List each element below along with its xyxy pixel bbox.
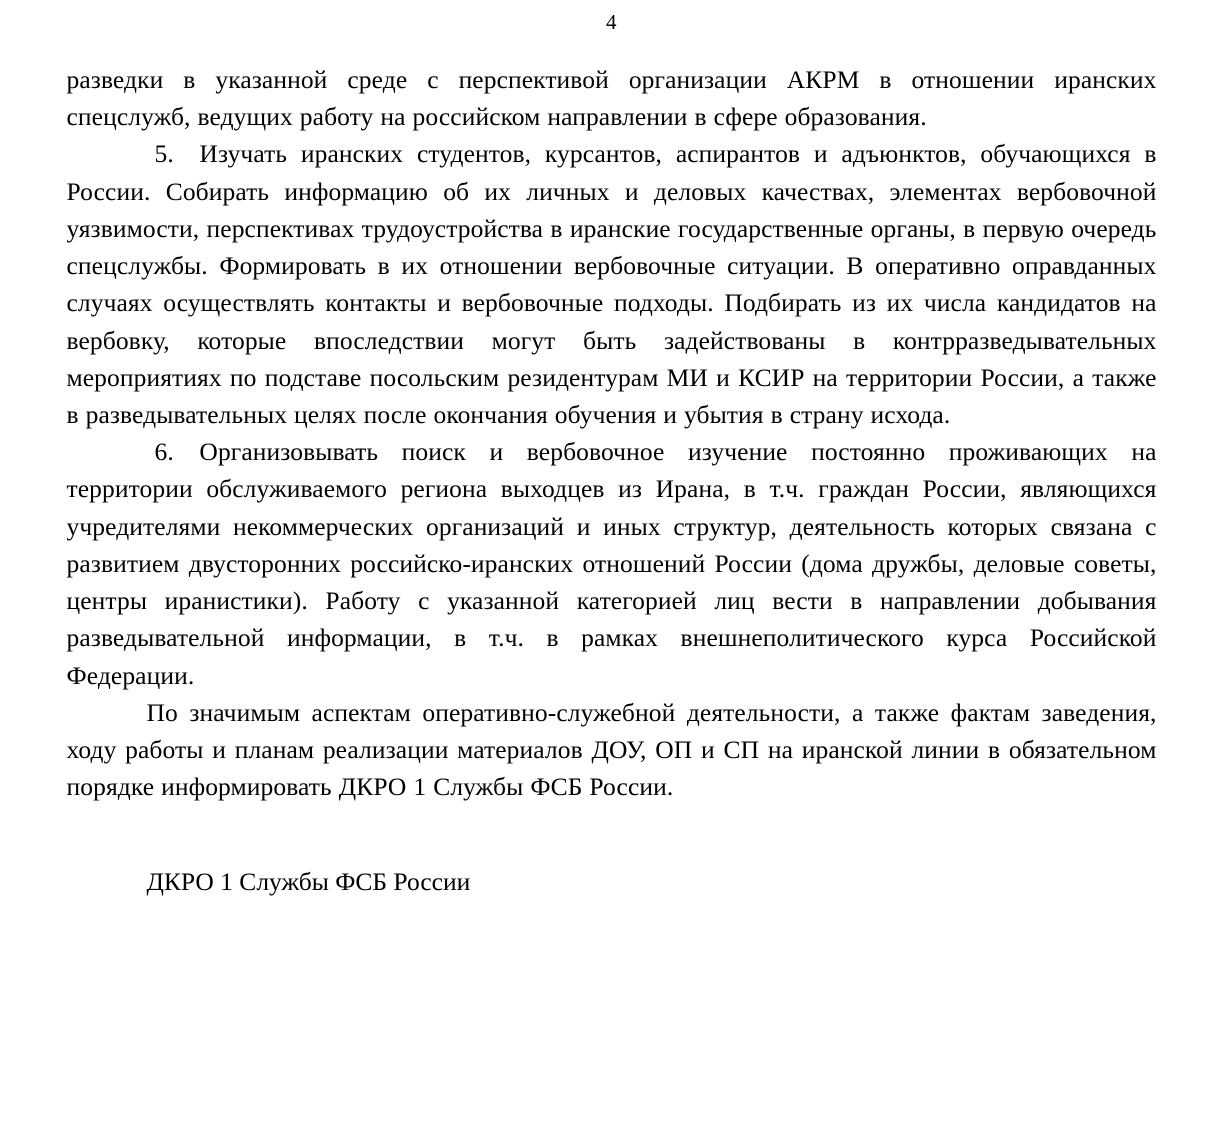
paragraph-item-5: 5. Изучать иранских студентов, курсантов, аспирантов и адъюнктов, обучающихся в России. Собирать информацию об их личных и деловых качествах, элементах вербовочной уязвимости, перспективах трудоустройства в иранские государственные органы, в первую очередь спецслужбы. Формировать в их отношении вербовочные ситуации. В оперативно оправданных случаях осуществлять контакты и вербовочные подходы. Подбирать из их числа кандидатов на вербовку, которые впоследствии могут быть задействованы в контрразведывательных мероприятиях по подставе посольским резидентурам МИ и КСИР на территории России, а также в разведывательных целях после окончания обучения и убытия в страну исхода. [66,139,1157,429]
page-number: 4 [606,10,617,34]
paragraph-closing: По значимым аспектам оперативно-служебной деятельности, а также фактам заведения, ходу работы и планам реализации материалов ДОУ, ОП и СП на иранской линии в обязательном порядке информировать ДКРО 1 Службы ФСБ России. [66,697,1157,802]
paragraph-continuation: разведки в указанной среде с перспективой организации АКРМ в отношении иранских спецслужб, ведущих работу на российском направлении в сфере образования. [66,65,1157,132]
signature-line: ДКРО 1 Службы ФСБ России [146,867,471,897]
document-body [67,33,1157,901]
paragraph-item-6: 6. Организовывать поиск и вербовочное изучение постоянно проживающих на территории обслуживаемого региона выходцев из Ирана, в т.ч. граждан России, являющихся учредителями некоммерческих организаций и иных структур, деятельность которых связана с развитием двусторонних российско-иранских отношений России (дома дружбы, деловые советы, центры иранистики). Работу с указанной категорией лиц вести в направлении добывания разведывательной информации, в т.ч. в рамках внешнеполитического курса Российской Федерации. [66,437,1157,690]
